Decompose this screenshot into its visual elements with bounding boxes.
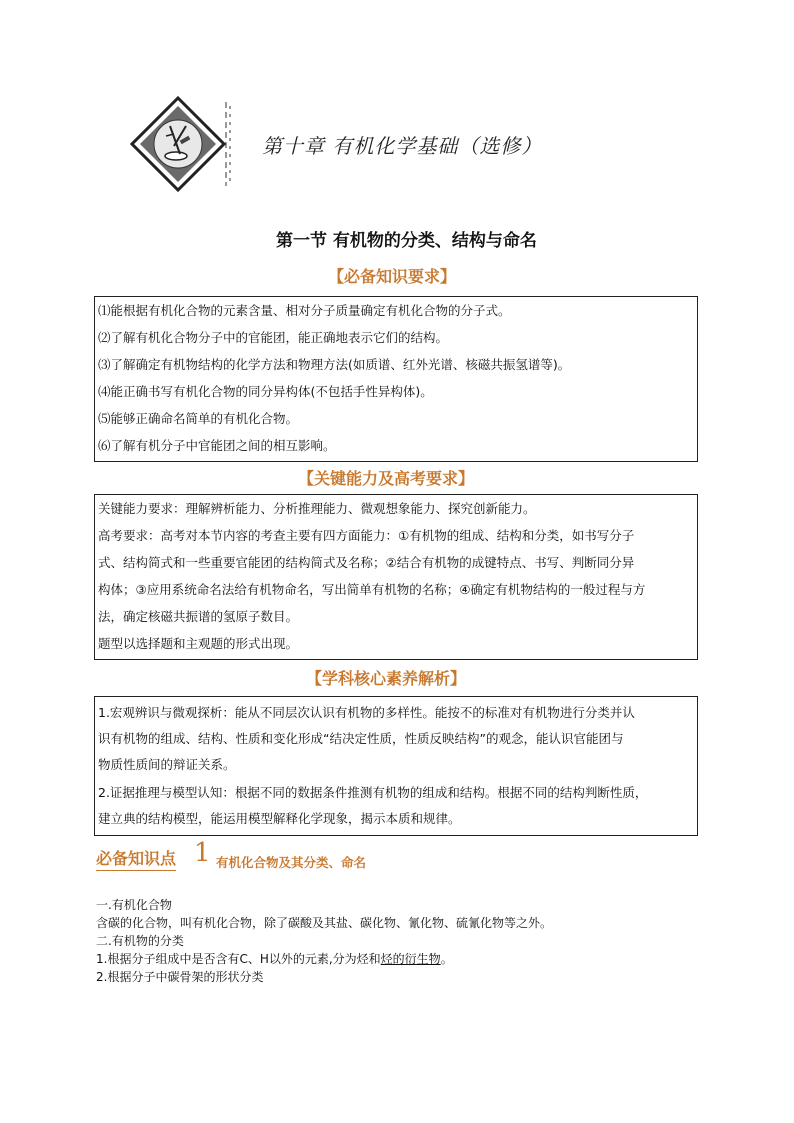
section-title: 第一节 有机物的分类、结构与命名 xyxy=(276,231,537,251)
content-paragraph-1: 含碳的化合物，叫有机化合物，除了碳酸及其盐、碳化物、氰化物、硫氰化物等之外。 xyxy=(96,916,553,930)
band-title-key-abilities: 【关键能力及高考要求】 xyxy=(298,469,475,488)
content-item-2: 2.根据分子中碳骨架的形状分类 xyxy=(96,970,264,984)
content-heading-2: 二.有机物的分类 xyxy=(96,934,184,948)
key-abilities-line: 关键能力要求：理解辨析能力、分析推理能力、微观想象能力、探究创新能力。 xyxy=(98,501,536,516)
required-knowledge-line: ⑸能够正确命名简单的有机化合物。 xyxy=(98,411,299,426)
key-abilities-box xyxy=(94,494,698,660)
knowledge-point-label: 必备知识点 xyxy=(96,846,176,871)
core-literacy-line: 识有机物的组成、结构、性质和变化形成“结决定性质，性质反映结构”的观念，能认识官能团与 xyxy=(98,731,624,746)
knowledge-point-title: 有机化合物及其分类、命名 xyxy=(216,855,367,870)
knowledge-point-number: 1 xyxy=(194,838,211,868)
content-item-1 xyxy=(96,950,453,967)
core-literacy-line: 建立典的结构模型，能运用模型解释化学现象，揭示本质和规律。 xyxy=(98,811,461,826)
key-abilities-line: 题型以选择题和主观题的形式出现。 xyxy=(98,636,299,651)
content-heading-1: 一.有机化合物 xyxy=(96,898,172,912)
header-divider xyxy=(224,102,232,186)
required-knowledge-line: ⑴能根据有机化合物的元素含量、相对分子质量确定有机化合物的分子式。 xyxy=(98,303,511,318)
band-title-required-knowledge: 【必备知识要求】 xyxy=(328,267,457,286)
key-abilities-line: 构体；③应用系统命名法给有机物命名，写出简单有机物的名称；④确定有机物结构的一般过程与方 xyxy=(98,582,646,597)
core-literacy-line: 物质性质间的辩证关系。 xyxy=(98,757,236,772)
chemistry-apparatus-icon xyxy=(130,96,226,192)
content-item-1-suffix: 。 xyxy=(440,952,453,966)
content-item-1-underlined: 烃的衍生物 xyxy=(380,952,441,966)
required-knowledge-line: ⑵了解有机化合物分子中的官能团，能正确地表示它们的结构。 xyxy=(98,330,449,345)
key-abilities-line: 法，确定核磁共振谱的氢原子数目。 xyxy=(98,609,299,624)
key-abilities-line: 高考要求：高考对本节内容的考查主要有四方面能力：①有机物的组成、结构和分类，如书写分子 xyxy=(98,528,635,543)
core-literacy-box xyxy=(94,696,698,836)
band-title-core-literacy: 【学科核心素养解析】 xyxy=(306,669,467,688)
chapter-logo xyxy=(130,96,226,192)
required-knowledge-line: ⑹了解有机分子中官能团之间的相互影响。 xyxy=(98,438,336,453)
key-abilities-line: 式、结构简式和一些重要官能团的结构简式及名称；②结合有机物的成键特点、书写、判断同分异 xyxy=(98,555,635,570)
required-knowledge-line: ⑷能正确书写有机化合物的同分异构体(不包括手性异构体)。 xyxy=(98,384,433,399)
required-knowledge-box xyxy=(94,296,698,462)
content-item-1-prefix: 1.根据分子组成中是否含有C、H以外的元素,分为烃和 xyxy=(96,952,381,966)
core-literacy-line: 1.宏观辨识与微观探析：能从不同层次认识有机物的多样性。能按不的标准对有机物进行分类并认 xyxy=(98,705,635,720)
chapter-title: 第十章 有机化学基础（选修） xyxy=(262,134,543,158)
required-knowledge-line: ⑶了解确定有机物结构的化学方法和物理方法(如质谱、红外光谱、核磁共振氢谱等)。 xyxy=(98,357,571,372)
core-literacy-line: 2.证据推理与模型认知：根据不同的数据条件推测有机物的组成和结构。根据不同的结构判断性质， xyxy=(98,785,648,800)
